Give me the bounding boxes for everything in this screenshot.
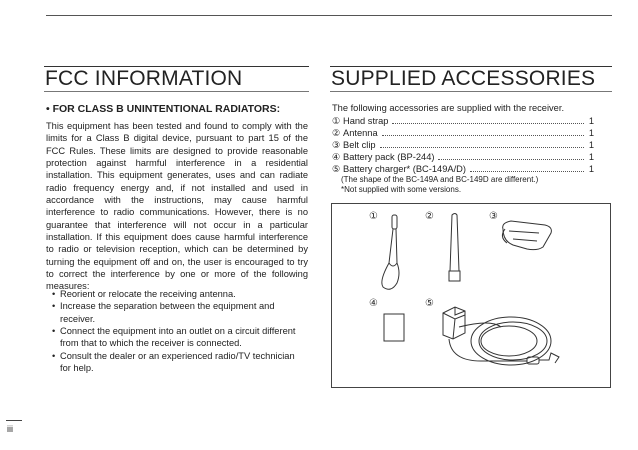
accessories-illustration (331, 203, 611, 388)
leader-dots (438, 159, 584, 160)
fcc-heading: FCC INFORMATION (45, 67, 243, 90)
accessory-item (332, 139, 594, 151)
accessory-number: ⑤ (332, 164, 341, 175)
battery-charger-icon (443, 307, 559, 365)
leader-dots (392, 123, 584, 124)
accessory-name: Antenna (343, 128, 378, 139)
illustration-label: ② (425, 211, 434, 222)
illustration-label: ③ (489, 211, 498, 222)
measure-item: • Connect the equipment into an outlet on a circuit different from that to which the receiver is connected. (52, 325, 308, 350)
fcc-measures-list (52, 288, 308, 374)
battery-pack-icon (384, 314, 404, 341)
accessory-item (332, 127, 594, 139)
accessories-list (332, 115, 594, 175)
accessory-qty: 1 (588, 152, 594, 163)
accessory-number: ④ (332, 152, 341, 163)
leader-dots (382, 135, 584, 136)
illustration-label: ⑤ (425, 298, 434, 309)
accessories-heading: SUPPLIED ACCESSORIES (331, 67, 596, 90)
accessory-item (332, 151, 594, 163)
accessory-qty: 1 (588, 164, 594, 175)
accessory-qty: 1 (588, 140, 594, 151)
accessory-item (332, 115, 594, 127)
accessory-number: ③ (332, 140, 341, 151)
top-rule (46, 15, 612, 16)
page-number-rule (6, 420, 22, 421)
accessory-number: ① (332, 116, 341, 126)
illustration-label: ① (369, 211, 378, 222)
fcc-body-text: This equipment has been tested and found to comply with the limits for a Class B digital device, pursuant to part 15 of the FCC Rules. These limits are designed to provide reasonable protection against harmful interference in a residential installation. This equipment generates, uses and can radiate radio frequency energy and, if not installed and used in accordance with the instructions, may cause harmful interference to radio communications. However, there is no guarantee that interference will not occur in a particular installation. If this equipment does cause harmful interference to radio or television reception, which can be determined by turning the equipment off and on, the user is encouraged to try to correct the interference by one or more of the following measures: (46, 121, 308, 292)
measure-item: • Reorient or relocate the receiving antenna. (52, 288, 308, 300)
accessory-name: Hand strap (343, 116, 389, 126)
fcc-subheading: • FOR CLASS B UNINTENTIONAL RADIATORS: (46, 103, 281, 115)
fcc-heading-rule-bottom (44, 91, 309, 92)
leader-dots (380, 147, 584, 148)
accessories-intro: The following accessories are supplied with the receiver. (332, 103, 565, 113)
page-number: iii (7, 424, 13, 434)
belt-clip-icon (502, 221, 551, 250)
accessory-qty: 1 (588, 116, 594, 126)
accessory-number: ② (332, 128, 341, 139)
measure-item: • Increase the separation between the equipment and receiver. (52, 300, 308, 325)
hand-strap-icon (382, 215, 399, 289)
accessory-item (332, 163, 594, 175)
accessory-name: Battery charger* (BC-149A/D) (343, 164, 466, 175)
accessory-qty: 1 (588, 128, 594, 139)
charger-shape-note: (The shape of the BC-149A and BC-149D are different.) (341, 175, 539, 184)
measure-item: • Consult the dealer or an experienced radio/TV technician for help. (52, 350, 308, 375)
accessory-name: Battery pack (BP-244) (343, 152, 435, 163)
supply-note: *Not supplied with some versions. (341, 185, 462, 194)
leader-dots (470, 171, 584, 172)
accessories-heading-rule-bottom (330, 91, 612, 92)
illustration-label: ④ (369, 298, 378, 309)
accessory-name: Belt clip (343, 140, 376, 151)
antenna-icon (449, 214, 460, 282)
